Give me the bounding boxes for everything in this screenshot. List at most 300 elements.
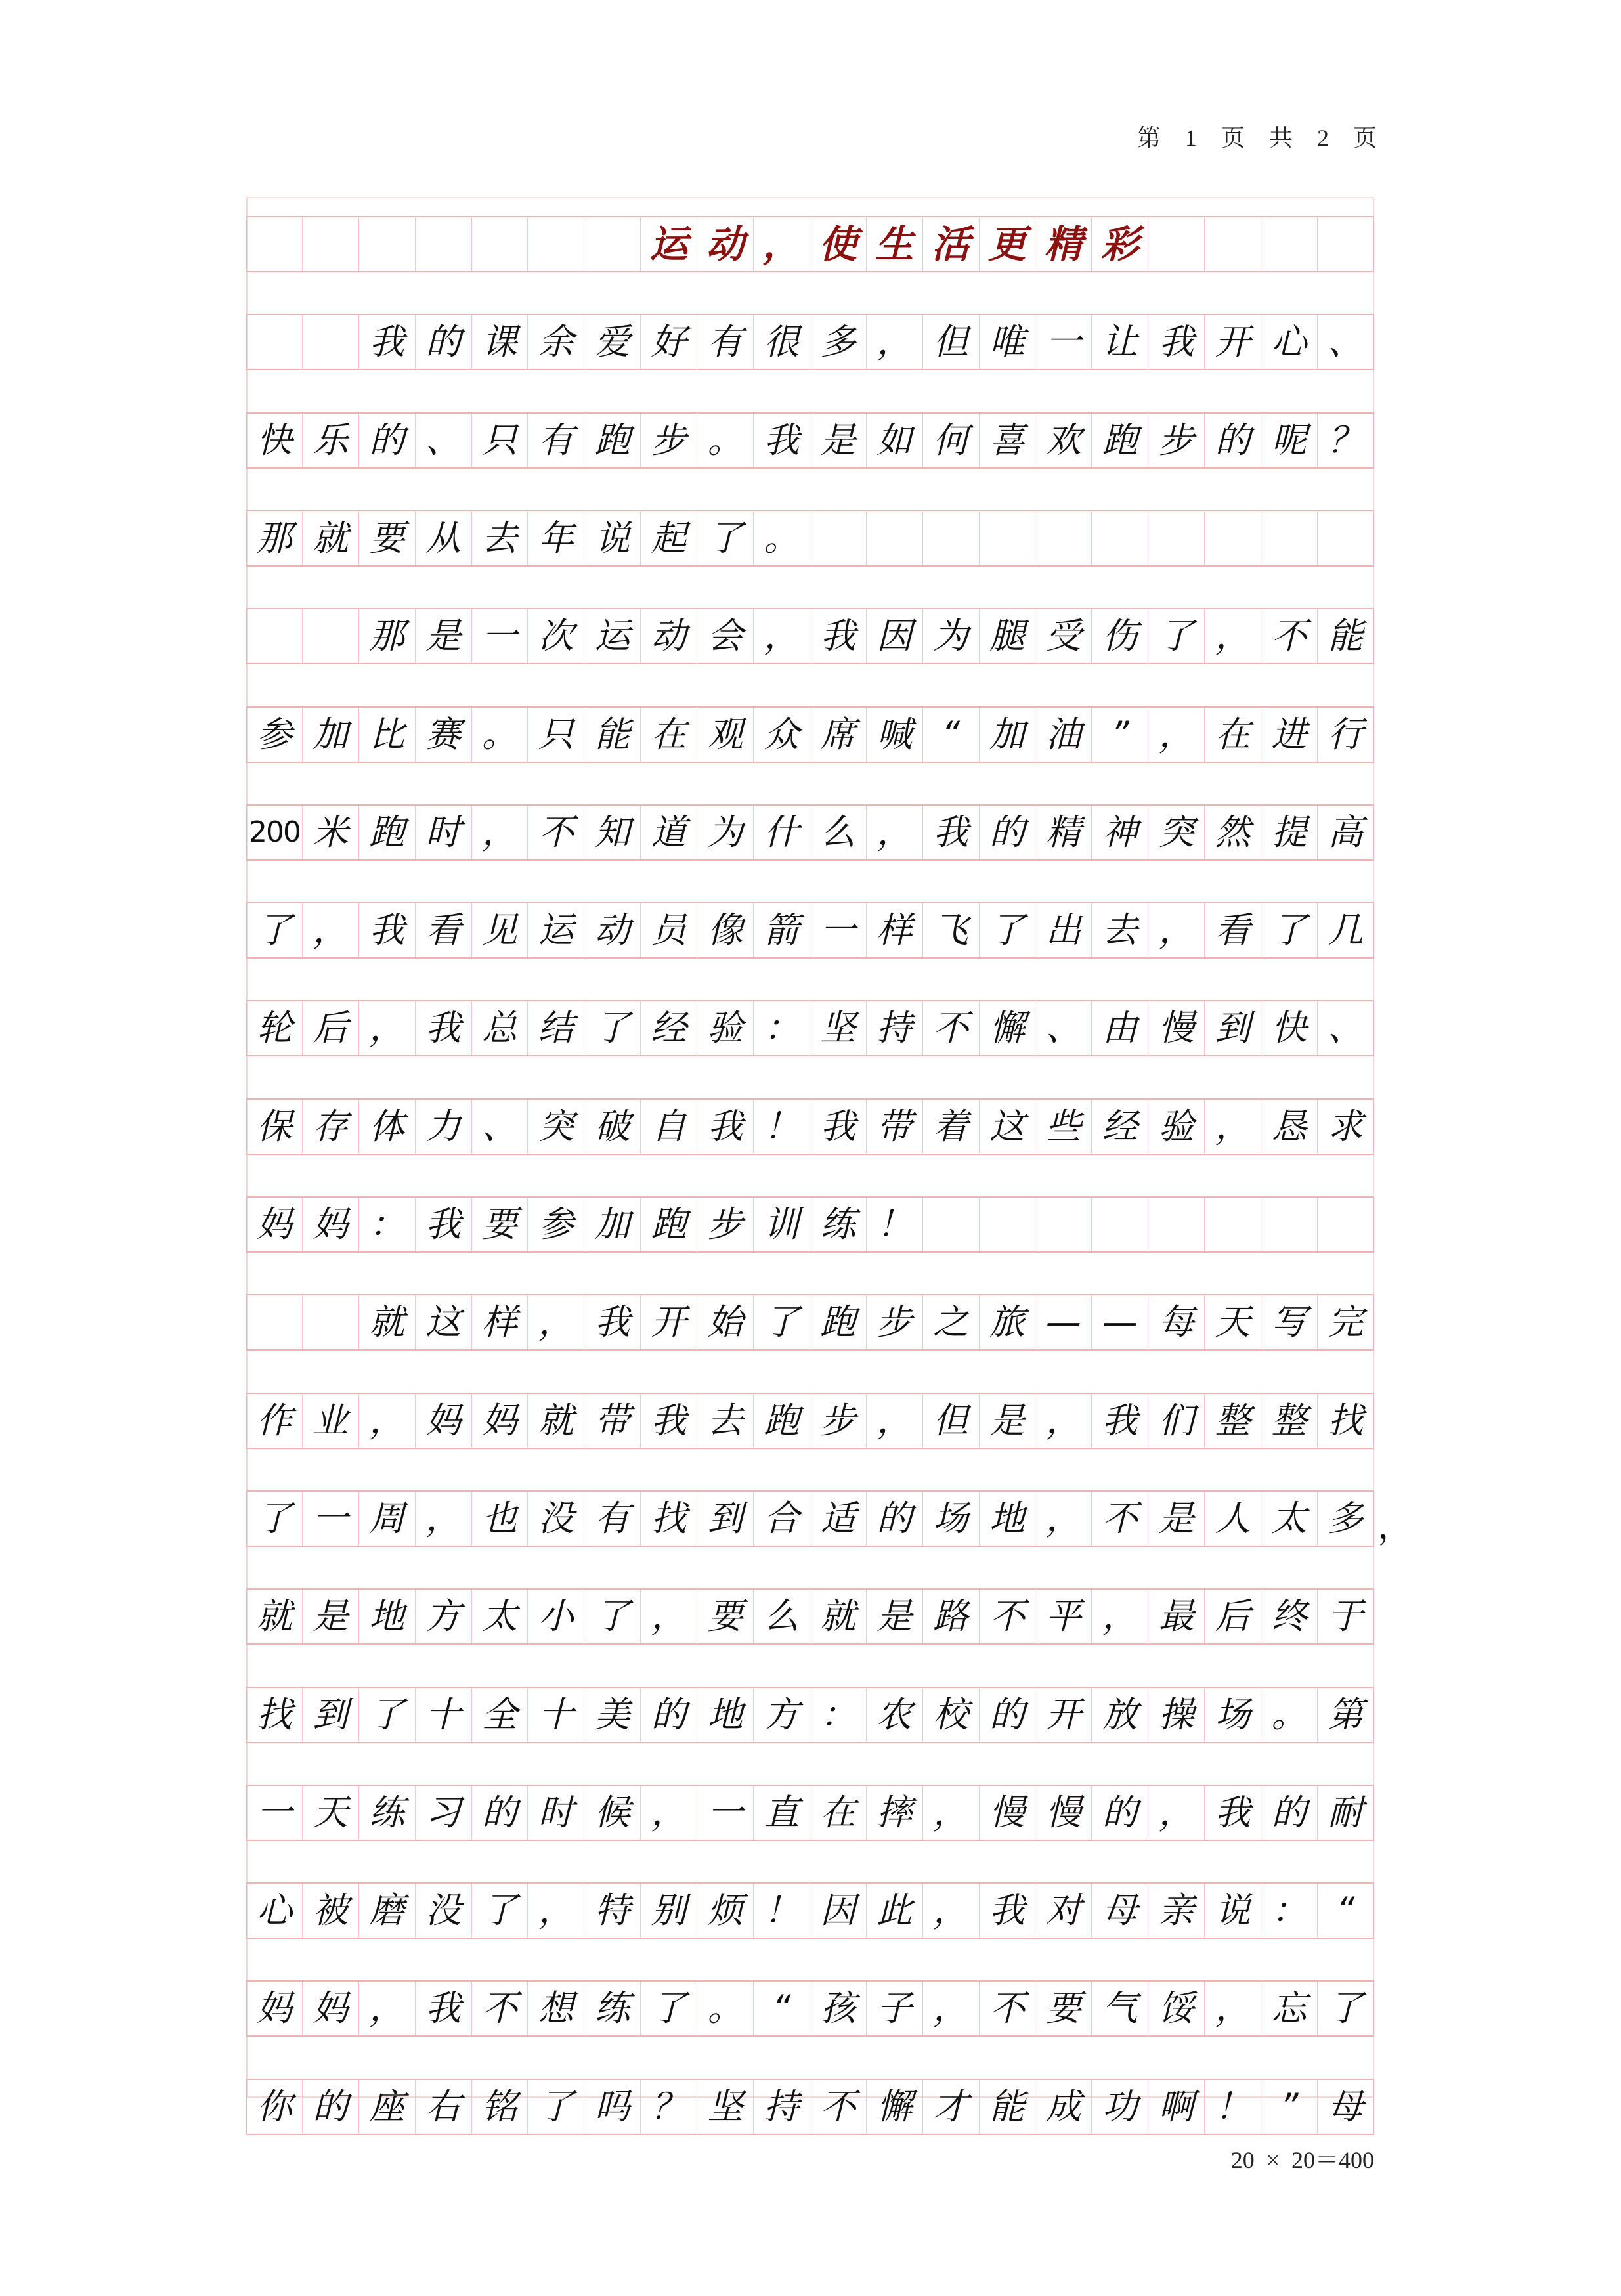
grid-cell: 的 (641, 1688, 697, 1742)
grid-cell (472, 217, 529, 271)
grid-cell: 整 (1205, 1394, 1261, 1448)
grid-cell: 地 (359, 1590, 416, 1643)
grid-cell (1205, 1198, 1261, 1251)
grid-cell: 众 (754, 708, 810, 762)
grid-cell: 什 (754, 806, 810, 859)
grid-cell: 耐 (1318, 1786, 1374, 1840)
grid-cell: 妈 (246, 1198, 303, 1251)
grid-cell: 心 (246, 1884, 303, 1938)
grid-cell: 想 (528, 1982, 584, 2035)
essay-text-row (246, 1980, 1374, 2037)
grid-cell: ， (416, 1492, 472, 1546)
grid-cell: 只 (472, 414, 529, 467)
grid-cell: 吗 (584, 2080, 641, 2134)
grid-cell: 多 (1318, 1492, 1374, 1546)
grid-cell: 妈 (472, 1394, 529, 1448)
grid-cell (1035, 511, 1092, 565)
grid-cell: 有 (528, 414, 584, 467)
grid-cell: 就 (810, 1590, 867, 1643)
grid-cell: 作 (246, 1394, 303, 1448)
grid-cell: ， (472, 806, 529, 859)
grid-cell: 也 (472, 1492, 529, 1546)
grid-cell: 我 (754, 414, 810, 467)
grid-cell: 带 (584, 1394, 641, 1448)
grid-cell: 、 (472, 1100, 529, 1154)
grid-cell: 总 (472, 1001, 529, 1055)
essay-text-row (246, 1588, 1374, 1645)
grid-cell: 我 (1092, 1394, 1148, 1448)
grid-cell: 的 (416, 315, 472, 369)
grid-cell: 步 (697, 1198, 754, 1251)
grid-cell: 进 (1261, 708, 1318, 762)
grid-cell: 动 (641, 609, 697, 663)
grid-cell: 动 (584, 903, 641, 957)
grid-cell: 练 (359, 1786, 416, 1840)
essay-text-row (246, 412, 1374, 469)
grid-cell: 太 (472, 1590, 529, 1643)
grid-cell: 体 (359, 1100, 416, 1154)
grid-cell: 我 (810, 1100, 867, 1154)
grid-cell: 飞 (923, 903, 980, 957)
grid-cell: 啊 (1148, 2080, 1205, 2134)
grid-cell: 慢 (1148, 1001, 1205, 1055)
grid-cell: 业 (303, 1394, 359, 1448)
grid-cell: ” (1261, 2080, 1318, 2134)
grid-cell (246, 315, 303, 369)
grid-cell: 对 (1035, 1884, 1092, 1938)
grid-cell: 持 (867, 1001, 923, 1055)
grid-cell: 找 (1318, 1394, 1374, 1448)
grid-cell: “ (923, 708, 980, 762)
grid-cell: 着 (923, 1100, 980, 1154)
grid-cell: — (1092, 1295, 1148, 1349)
grid-cell: 农 (867, 1688, 923, 1742)
grid-cell: 磨 (359, 1884, 416, 1938)
grid-cell: 人 (1205, 1492, 1261, 1546)
grid-cell: 我 (980, 1884, 1036, 1938)
grid-cell: ： (359, 1198, 416, 1251)
grid-cell: 能 (584, 708, 641, 762)
grid-cell: 第 (1318, 1688, 1374, 1742)
grid-cell: 欢 (1035, 414, 1092, 467)
grid-cell (1092, 511, 1148, 565)
grid-cell: 太 (1261, 1492, 1318, 1546)
grid-cell: 了 (246, 1492, 303, 1546)
grid-cell: 比 (359, 708, 416, 762)
essay-text-row (246, 1882, 1374, 1939)
grid-cell: 精 (1035, 806, 1092, 859)
grid-cell: 此 (867, 1884, 923, 1938)
grid-cell: 慢 (1035, 1786, 1092, 1840)
grid-cell (303, 315, 359, 369)
grid-cell: 见 (472, 903, 529, 957)
grid-cell: 运 (641, 217, 697, 271)
grid-cell: 我 (697, 1100, 754, 1154)
grid-cell (303, 217, 359, 271)
grid-cell: ， (359, 1982, 416, 2035)
grid-cell: 参 (528, 1198, 584, 1251)
grid-cell: 快 (246, 414, 303, 467)
grid-cell: 样 (472, 1295, 529, 1349)
grid-cell: 每 (1148, 1295, 1205, 1349)
grid-cell: 最 (1148, 1590, 1205, 1643)
grid-cell: 旅 (980, 1295, 1036, 1349)
grid-cell: ， (641, 1590, 697, 1643)
grid-cell: 时 (416, 806, 472, 859)
grid-cell: 喊 (867, 708, 923, 762)
grid-cell: 妈 (303, 1198, 359, 1251)
grid-cell: 十 (416, 1688, 472, 1742)
grid-cell: 十 (528, 1688, 584, 1742)
grid-cell: 找 (641, 1492, 697, 1546)
grid-cell: 不 (472, 1982, 529, 2035)
grid-cell: 的 (303, 2080, 359, 2134)
grid-cell: 运 (528, 903, 584, 957)
essay-text-row (246, 1196, 1374, 1253)
grid-cell: 妈 (416, 1394, 472, 1448)
grid-cell: 员 (641, 903, 697, 957)
grid-cell: 不 (980, 1590, 1036, 1643)
grid-cell: 如 (867, 414, 923, 467)
grid-cell: 被 (303, 1884, 359, 1938)
grid-cell: 更 (980, 217, 1036, 271)
grid-cell: ， (754, 609, 810, 663)
grid-cell: 突 (528, 1100, 584, 1154)
grid-cell: 不 (528, 806, 584, 859)
grid-cell: 由 (1092, 1001, 1148, 1055)
grid-cell: 席 (810, 708, 867, 762)
grid-cell: 破 (584, 1100, 641, 1154)
grid-cell: 场 (1205, 1688, 1261, 1742)
grid-cell: 去 (697, 1394, 754, 1448)
grid-cell: 经 (1092, 1100, 1148, 1154)
grid-cell (980, 1198, 1036, 1251)
grid-cell (1205, 511, 1261, 565)
grid-cell: 看 (1205, 903, 1261, 957)
grid-cell: 加 (584, 1198, 641, 1251)
grid-cell: ， (303, 903, 359, 957)
grid-cell: 候 (584, 1786, 641, 1840)
grid-cell: 是 (416, 609, 472, 663)
grid-cell: 周 (359, 1492, 416, 1546)
grid-cell: 了 (584, 1590, 641, 1643)
grid-cell: 了 (246, 903, 303, 957)
grid-cell: 地 (697, 1688, 754, 1742)
grid-cell: 慢 (980, 1786, 1036, 1840)
grid-cell: 能 (1318, 609, 1374, 663)
grid-cell: 米 (303, 806, 359, 859)
grid-cell: 力 (416, 1100, 472, 1154)
grid-cell: 去 (1092, 903, 1148, 957)
grid-cell: 跑 (641, 1198, 697, 1251)
grid-cell: 了 (754, 1295, 810, 1349)
grid-cell: 一 (472, 609, 529, 663)
grid-cell: 、 (416, 414, 472, 467)
grid-cell: 要 (359, 511, 416, 565)
grid-cell: 场 (923, 1492, 980, 1546)
grid-cell: 突 (1148, 806, 1205, 859)
grid-cell: 在 (641, 708, 697, 762)
grid-cell (923, 1198, 980, 1251)
grid-cell: 训 (754, 1198, 810, 1251)
grid-cell: 时 (528, 1786, 584, 1840)
essay-text-row (246, 1785, 1374, 1841)
grid-cell: 要 (472, 1198, 529, 1251)
grid-cell: 步 (867, 1295, 923, 1349)
grid-cell: ， (1035, 1492, 1092, 1546)
grid-cell: 是 (303, 1590, 359, 1643)
grid-cell: 是 (867, 1590, 923, 1643)
grid-cell: 提 (1261, 806, 1318, 859)
grid-cell: 跑 (359, 806, 416, 859)
grid-cell: 坚 (697, 2080, 754, 2134)
grid-cell: 这 (980, 1100, 1036, 1154)
grid-cell: 全 (472, 1688, 529, 1742)
grid-cell (246, 217, 303, 271)
grid-cell: ， (1205, 609, 1261, 663)
grid-cell: 我 (1148, 315, 1205, 369)
grid-cell: 我 (923, 806, 980, 859)
grid-cell: 的 (1092, 1786, 1148, 1840)
essay-text-row (246, 1000, 1374, 1056)
grid-cell: 从 (416, 511, 472, 565)
grid-cell: 操 (1148, 1688, 1205, 1742)
grid-cell (303, 609, 359, 663)
grid-cell: 在 (1205, 708, 1261, 762)
grid-cell: 会 (697, 609, 754, 663)
grid-cell: 恳 (1261, 1100, 1318, 1154)
essay-text-row (246, 608, 1374, 664)
grid-cell: 知 (584, 806, 641, 859)
grid-cell: 验 (697, 1001, 754, 1055)
grid-cell: 那 (359, 609, 416, 663)
grid-cell: ！ (867, 1198, 923, 1251)
grid-cell: 经 (641, 1001, 697, 1055)
grid-cell: 就 (303, 511, 359, 565)
essay-text-row (246, 1098, 1374, 1155)
grid-cell: 就 (359, 1295, 416, 1349)
grid-cell: 多 (810, 315, 867, 369)
grid-cell: 练 (584, 1982, 641, 2035)
grid-cell: 了 (359, 1688, 416, 1742)
grid-cell: 才 (923, 2080, 980, 2134)
grid-cell: 。 (697, 414, 754, 467)
grid-cell: 到 (1205, 1001, 1261, 1055)
essay-text-row (246, 804, 1374, 861)
grid-cell: 加 (303, 708, 359, 762)
grid-cell: 路 (923, 1590, 980, 1643)
grid-cell: 妈 (246, 1982, 303, 2035)
grid-cell: 道 (641, 806, 697, 859)
grid-cell: 懈 (867, 2080, 923, 2134)
grid-cell (528, 217, 584, 271)
grid-cell: 能 (980, 2080, 1036, 2134)
grid-cell (1148, 511, 1205, 565)
grid-cell: 跑 (810, 1295, 867, 1349)
grid-cell: 持 (754, 2080, 810, 2134)
grid-cell: 余 (528, 315, 584, 369)
essay-text-row (246, 706, 1374, 763)
essay-text-row (246, 1490, 1374, 1547)
grid-cell: 的 (980, 1688, 1036, 1742)
grid-cell: 我 (584, 1295, 641, 1349)
grid-cell: 、 (1318, 1001, 1374, 1055)
grid-cell: 我 (1205, 1786, 1261, 1840)
grid-cell: 轮 (246, 1001, 303, 1055)
grid-cell: 参 (246, 708, 303, 762)
grid-cell: 开 (641, 1295, 697, 1349)
grid-cell: 不 (923, 1001, 980, 1055)
grid-cell: 腿 (980, 609, 1036, 663)
grid-cell (923, 511, 980, 565)
grid-cell: 跑 (1092, 414, 1148, 467)
grid-cell: 有 (584, 1492, 641, 1546)
grid-cell: 铭 (472, 2080, 529, 2134)
grid-cell: 让 (1092, 315, 1148, 369)
grid-cell: 了 (528, 2080, 584, 2134)
grid-cell: ： (810, 1688, 867, 1742)
grid-cell (246, 609, 303, 663)
grid-cell: ， (923, 1982, 980, 2035)
grid-cell: ， (1148, 903, 1205, 957)
grid-cell: ， (867, 1394, 923, 1448)
grid-cell: 次 (528, 609, 584, 663)
grid-cell: 为 (923, 609, 980, 663)
grid-cell: 保 (246, 1100, 303, 1154)
grid-cell: 去 (472, 511, 529, 565)
grid-cell: 唯 (980, 315, 1036, 369)
grid-cell: 不 (810, 2080, 867, 2134)
grid-cell: 之 (923, 1295, 980, 1349)
essay-text-row (246, 1687, 1374, 1743)
grid-cell: 跑 (584, 414, 641, 467)
grid-cell: ， (1205, 1982, 1261, 2035)
grid-cell: 。 (472, 708, 529, 762)
grid-cell: 右 (416, 2080, 472, 2134)
grid-cell: 子 (867, 1982, 923, 2035)
essay-text-row (246, 1393, 1374, 1449)
grid-cell: 是 (980, 1394, 1036, 1448)
grid-cell: 放 (1092, 1688, 1148, 1742)
grid-cell: 呢 (1261, 414, 1318, 467)
grid-cell (359, 217, 416, 271)
grid-cell (867, 511, 923, 565)
grid-cell: 一 (303, 1492, 359, 1546)
grid-cell: 校 (923, 1688, 980, 1742)
grid-cell: 不 (980, 1982, 1036, 2035)
grid-cell: ” (1092, 708, 1148, 762)
grid-cell: ， (359, 1001, 416, 1055)
essay-text-row (246, 314, 1374, 370)
grid-cell: 了 (1148, 609, 1205, 663)
grid-cell (1205, 217, 1261, 271)
grid-cell (1148, 1198, 1205, 1251)
grid-cell: 说 (584, 511, 641, 565)
grid-cell: 就 (246, 1590, 303, 1643)
overflow-punctuation: ， (1377, 1505, 1413, 1547)
grid-cell (1318, 1198, 1374, 1251)
grid-cell: 神 (1092, 806, 1148, 859)
grid-cell: 于 (1318, 1590, 1374, 1643)
grid-cell (1261, 1198, 1318, 1251)
grid-cell: 找 (246, 1688, 303, 1742)
grid-cell: 跑 (754, 1394, 810, 1448)
grid-cell: 到 (697, 1492, 754, 1546)
grid-cell: 么 (754, 1590, 810, 1643)
grid-cell: ！ (754, 1884, 810, 1938)
grid-cell: 那 (246, 511, 303, 565)
grid-cell: 坚 (810, 1001, 867, 1055)
grid-cell: 样 (867, 903, 923, 957)
grid-cell: ， (754, 217, 810, 271)
grid-cell (416, 217, 472, 271)
grid-cell: 高 (1318, 806, 1374, 859)
grid-cell: 些 (1035, 1100, 1092, 1154)
grid-cell: 了 (980, 903, 1036, 957)
grid-cell (584, 217, 641, 271)
grid-cell: 行 (1318, 708, 1374, 762)
grid-cell: 了 (641, 1982, 697, 2035)
grid-cell: 了 (1261, 903, 1318, 957)
grid-cell: 课 (472, 315, 529, 369)
grid-cell: 200 (246, 806, 303, 859)
grid-cell: 因 (867, 609, 923, 663)
grid-cell: 功 (1092, 2080, 1148, 2134)
grid-cell: ， (1205, 1100, 1261, 1154)
grid-cell: 受 (1035, 609, 1092, 663)
grid-cell: 结 (528, 1001, 584, 1055)
grid-cell: 整 (1261, 1394, 1318, 1448)
grid-cell: 年 (528, 511, 584, 565)
grid-cell: 何 (923, 414, 980, 467)
grid-cell: 母 (1092, 1884, 1148, 1938)
grid-cell: 没 (528, 1492, 584, 1546)
grid-cell: 看 (416, 903, 472, 957)
grid-cell: 乐 (303, 414, 359, 467)
grid-cell: 孩 (810, 1982, 867, 2035)
grid-cell: 但 (923, 1394, 980, 1448)
grid-cell: 天 (303, 1786, 359, 1840)
grid-cell (1318, 217, 1374, 271)
grid-cell: 是 (1148, 1492, 1205, 1546)
essay-title-row (246, 216, 1374, 272)
grid-cell: 油 (1035, 708, 1092, 762)
grid-cell: 方 (754, 1688, 810, 1742)
grid-cell: 要 (697, 1590, 754, 1643)
grid-cell: 活 (923, 217, 980, 271)
grid-cell: 带 (867, 1100, 923, 1154)
grid-cell: ！ (1205, 2080, 1261, 2134)
grid-cell: ， (359, 1394, 416, 1448)
grid-cell: ， (528, 1295, 584, 1349)
grid-cell: 只 (528, 708, 584, 762)
grid-cell: 。 (697, 1982, 754, 2035)
grid-cell: 方 (416, 1590, 472, 1643)
grid-cell: 了 (584, 1001, 641, 1055)
grid-cell: 一 (246, 1786, 303, 1840)
grid-cell: 的 (359, 414, 416, 467)
grid-cell: 但 (923, 315, 980, 369)
grid-cell: 小 (528, 1590, 584, 1643)
grid-cell: 练 (810, 1198, 867, 1251)
grid-cell: 特 (584, 1884, 641, 1938)
grid-cell: 好 (641, 315, 697, 369)
grid-cell: 观 (697, 708, 754, 762)
grid-cell: 后 (303, 1001, 359, 1055)
grid-cell: ， (1148, 708, 1205, 762)
grid-cell: 始 (697, 1295, 754, 1349)
grid-cell: 有 (697, 315, 754, 369)
